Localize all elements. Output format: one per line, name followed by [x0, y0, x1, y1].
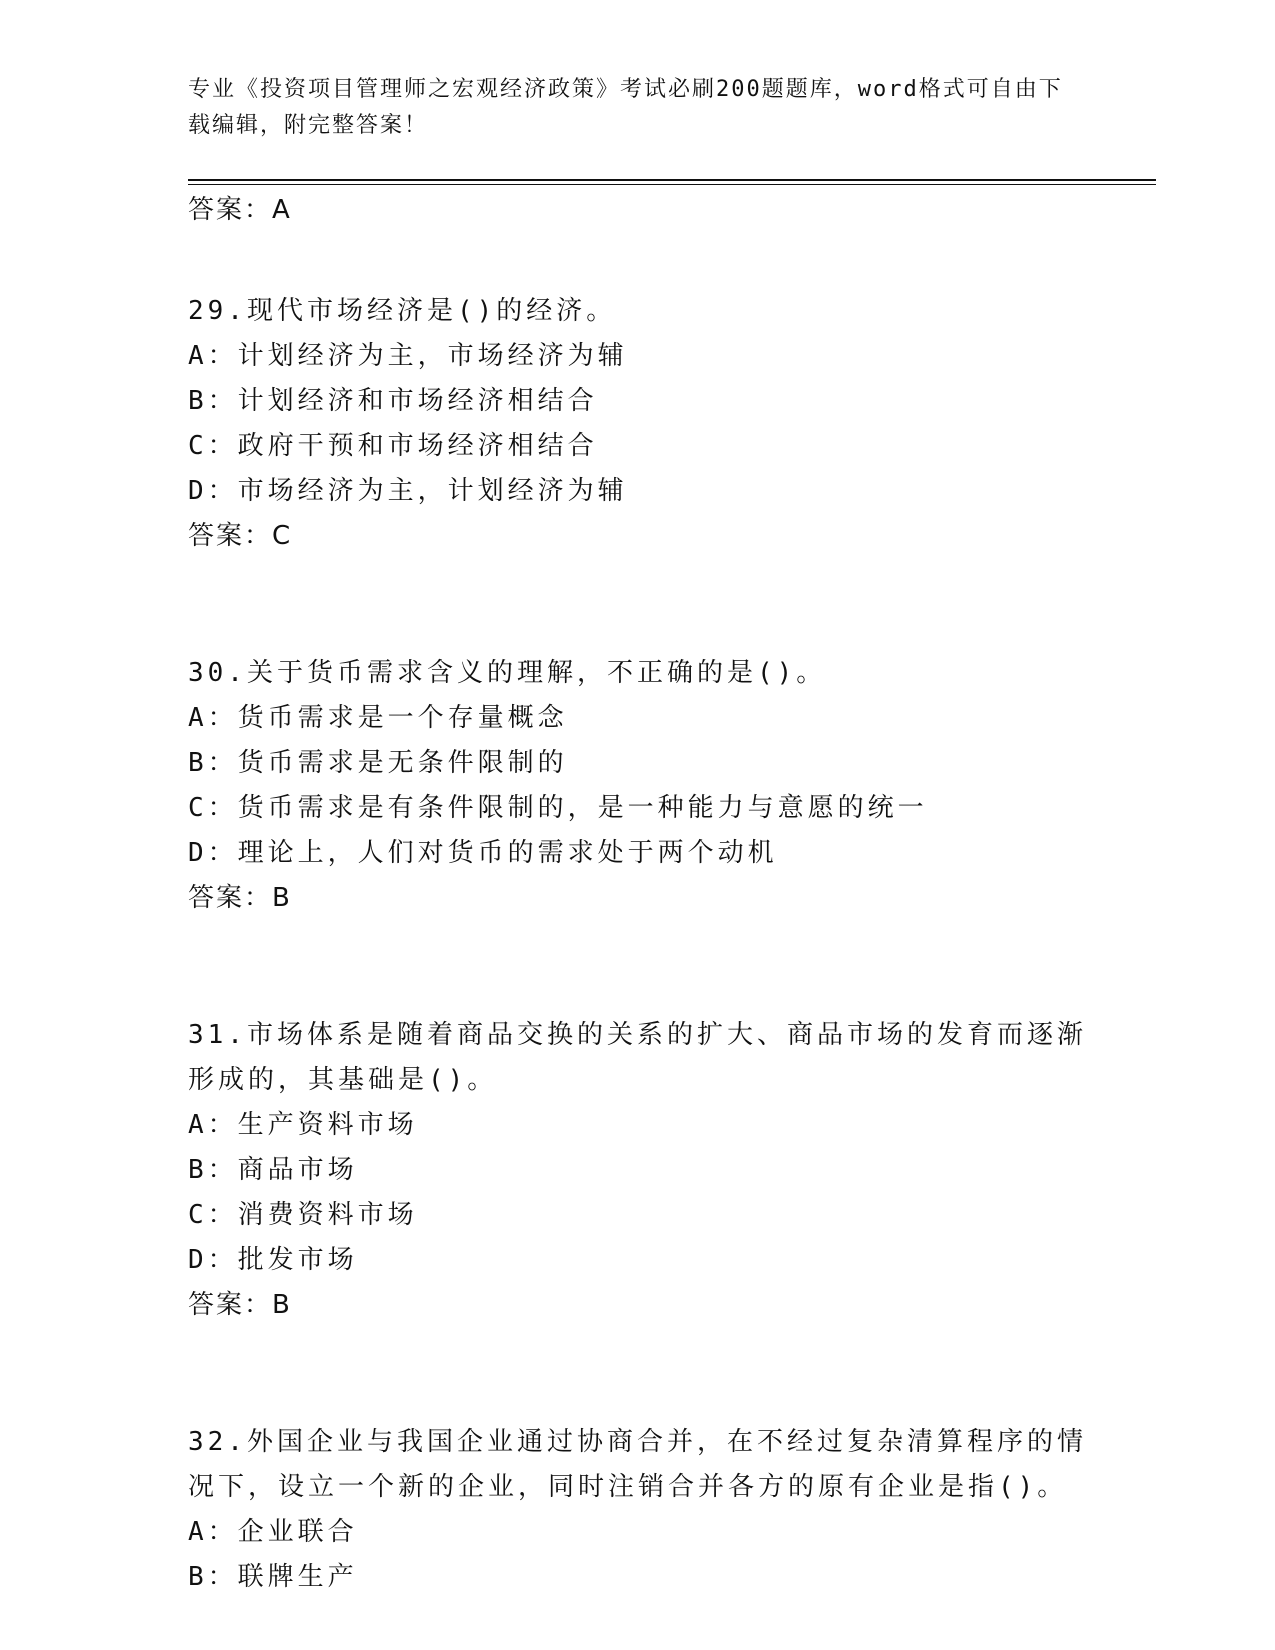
option-a: A：企业联合	[188, 1517, 358, 1547]
question-stem: 31.市场体系是随着商品交换的关系的扩大、商品市场的发育而逐渐形成的，其基础是()。	[188, 1020, 1087, 1095]
question-stem: 29.现代市场经济是()的经济。	[188, 296, 617, 326]
option-b: B：计划经济和市场经济相结合	[188, 386, 598, 416]
option-a: A：生产资料市场	[188, 1110, 418, 1140]
option-d: D：市场经济为主，计划经济为辅	[188, 476, 628, 506]
answer-line: 答案：A	[188, 195, 292, 225]
question-block	[188, 1420, 1088, 1600]
option-c: C：政府干预和市场经济相结合	[188, 431, 598, 461]
document-header: 专业《投资项目管理师之宏观经济政策》考试必刷200题题库，word格式可自由下载编辑，附完整答案！	[188, 77, 1063, 138]
answer-line: 答案：C	[188, 521, 293, 551]
option-c: C：消费资料市场	[188, 1200, 418, 1230]
option-b: B：商品市场	[188, 1155, 358, 1185]
question-stem: 30.关于货币需求含义的理解，不正确的是()。	[188, 658, 827, 688]
question-block	[188, 651, 1088, 921]
question-stem: 32.外国企业与我国企业通过协商合并，在不经过复杂清算程序的情况下，设立一个新的企业，同时注销合并各方的原有企业是指()。	[188, 1427, 1087, 1502]
option-b: B：联牌生产	[188, 1562, 358, 1592]
option-c: C：货币需求是有条件限制的，是一种能力与意愿的统一	[188, 793, 928, 823]
option-a: A：货币需求是一个存量概念	[188, 703, 568, 733]
answer-line: 答案：B	[188, 1290, 292, 1320]
header-divider-thin	[188, 184, 1156, 185]
option-b: B：货币需求是无条件限制的	[188, 748, 568, 778]
option-d: D：批发市场	[188, 1245, 358, 1275]
question-block	[188, 1013, 1088, 1328]
question-block	[188, 289, 1088, 559]
option-d: D：理论上，人们对货币的需求处于两个动机	[188, 838, 778, 868]
answer-line: 答案：B	[188, 883, 292, 913]
header-divider-thick	[188, 179, 1156, 181]
question-list	[188, 188, 1088, 1600]
option-a: A：计划经济为主，市场经济为辅	[188, 341, 628, 371]
